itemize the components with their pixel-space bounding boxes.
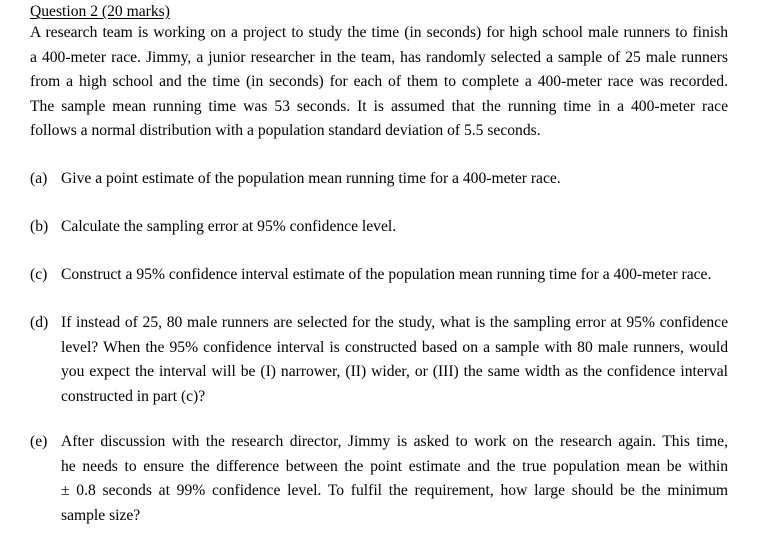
part-line: ± 0.8 seconds at 99% confidence level. To fulfil the requirement, how large should be the minimum xyxy=(61,482,728,499)
part-d xyxy=(30,311,728,409)
intro-line: A research team is working on a project to study the time (in seconds) for high school male runners to finish xyxy=(30,24,728,41)
part-c xyxy=(30,263,728,288)
part-b xyxy=(30,215,728,240)
part-label: (e) xyxy=(30,433,48,450)
intro-line: a 400-meter race. Jimmy, a junior researcher in the team, has randomly selected a sample of 25 male runners xyxy=(30,48,728,66)
part-line: If instead of 25, 80 male runners are selected for the study, what is the sampling error at 95% confidence xyxy=(61,314,728,331)
part-line: constructed in part (c)? xyxy=(61,387,206,405)
question-heading: Question 2 (20 marks) xyxy=(30,3,170,20)
part-label: (b) xyxy=(30,218,49,235)
part-line: he needs to ensure the difference between the point estimate and the true population mean be within xyxy=(61,457,728,475)
part-label: (d) xyxy=(30,314,49,331)
part-label: (c) xyxy=(30,266,48,283)
question-intro xyxy=(30,21,728,144)
part-e xyxy=(30,430,728,528)
part-line: Construct a 95% confidence interval estimate of the population mean running time for a 400-meter race. xyxy=(61,266,712,283)
part-line: After discussion with the research director, Jimmy is asked to work on the research again. This time, xyxy=(61,433,728,450)
part-line: sample size? xyxy=(61,506,141,524)
intro-line: from a high school and the time (in seconds) for each of them to complete a 400-meter race was recorded. xyxy=(30,73,728,90)
part-line: Give a point estimate of the population mean running time for a 400-meter race. xyxy=(61,170,561,187)
part-a xyxy=(30,167,728,192)
part-line: Calculate the sampling error at 95% confidence level. xyxy=(61,218,397,235)
intro-line: The sample mean running time was 53 seconds. It is assumed that the running time in a 400-meter race xyxy=(30,97,728,115)
part-label: (a) xyxy=(30,170,48,187)
intro-line: follows a normal distribution with a population standard deviation of 5.5 seconds. xyxy=(30,122,541,139)
part-line: level? When the 95% confidence interval is constructed based on a sample with 80 male runners, would xyxy=(61,338,728,356)
part-line: you expect the interval will be (I) narrower, (II) wider, or (III) the same width as the confidence interval xyxy=(61,363,728,380)
